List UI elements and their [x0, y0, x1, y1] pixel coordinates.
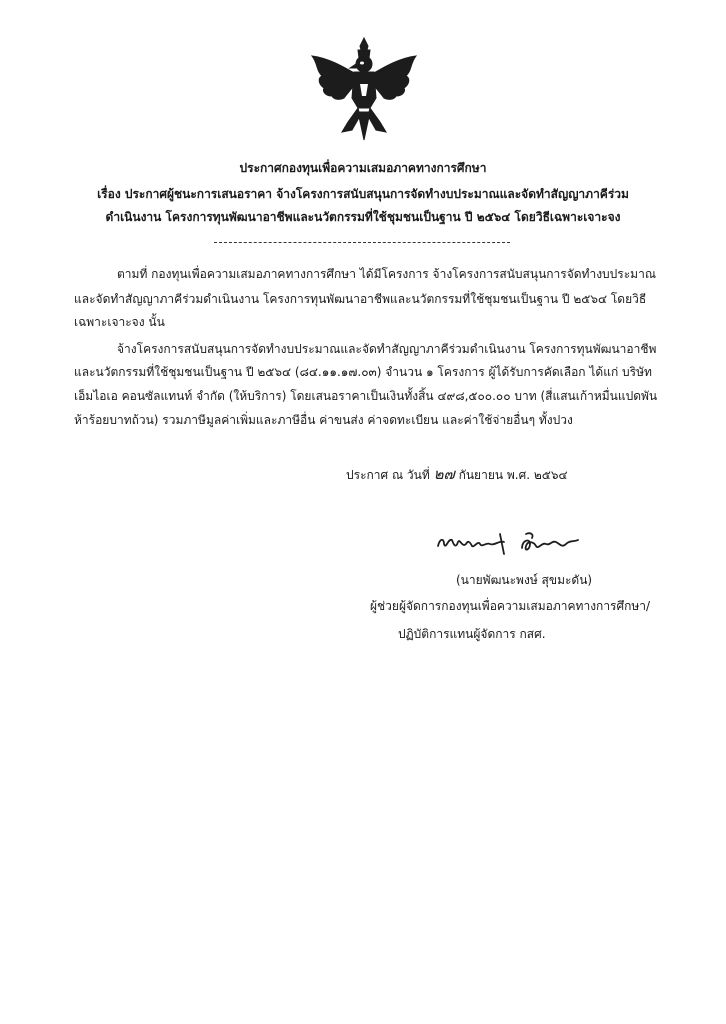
- date-suffix: กันยายน พ.ศ. ๒๕๖๔: [458, 468, 568, 482]
- handwritten-signature: [434, 528, 592, 558]
- date-prefix: ประกาศ ณ วันที่: [346, 468, 430, 482]
- announcement-heading: ประกาศกองทุนเพื่อความเสมอภาคทางการศึกษา: [239, 161, 487, 175]
- signer-name: (นายพัฒนะพงษ์ สุขมะดัน): [456, 573, 593, 587]
- paragraph-2-line-1: จ้างโครงการสนับสนุนการจัดทำงบประมาณและจัดทำสัญญาภาคีร่วมดำเนินงาน โครงการทุนพัฒนาอาชีพ: [117, 342, 657, 356]
- paragraph-1-line-2: และจัดทำสัญญาภาคีร่วมดำเนินงาน โครงการทุนพัฒนาอาชีพและนวัตกรรมที่ใช้ชุมชนเป็นฐาน ปี ๒๕๖๔ โดยวิธี: [74, 292, 647, 306]
- paragraph-2-line-2: และนวัตกรรมที่ใช้ชุมชนเป็นฐาน ปี ๒๕๖๔ (๘๔.๑๑.๑๗.๐๓) จำนวน ๑ โครงการ ผู้ได้รับการคัดเลือก ได้แก่ บริษัท: [74, 365, 652, 379]
- announcement-subject-line-2: ดำเนินงาน โครงการทุนพัฒนาอาชีพและนวัตกรรมที่ใช้ชุมชนเป็นฐาน ปี ๒๕๖๔ โดยวิธีเฉพาะเจาะจง: [105, 210, 621, 224]
- announcement-date: [346, 466, 568, 483]
- date-day-handwritten: ๒๗: [433, 465, 455, 483]
- paragraph-2-line-3: เอ็มไอเอ คอนซัลแทนท์ จำกัด (ให้บริการ) โดยเสนอราคาเป็นเงินทั้งสิ้น ๔๙๘,๕๐๐.๐๐ บาท (สี่แสนเก้าหมื่นแปดพัน: [74, 389, 658, 403]
- paragraph-1-line-1: ตามที่ กองทุนเพื่อความเสมอภาคทางการศึกษา ได้มีโครงการ จ้างโครงการสนับสนุนการจัดทำงบประมาณ: [117, 267, 656, 281]
- signer-title-line-2: ปฏิบัติการแทนผู้จัดการ กสศ.: [398, 627, 546, 641]
- announcement-subject-line-1: เรื่อง ประกาศผู้ชนะการเสนอราคา จ้างโครงการสนับสนุนการจัดทำงบประมาณและจัดทำสัญญาภาคีร่วม: [97, 187, 629, 201]
- signer-title-line-1: ผู้ช่วยผู้จัดการกองทุนเพื่อความเสมอภาคทางการศึกษา/: [370, 599, 651, 613]
- paragraph-1-line-3: เฉพาะเจาะจง นั้น: [74, 315, 165, 329]
- dashed-separator: [214, 242, 510, 243]
- paragraph-2-line-4: ห้าร้อยบาทถ้วน) รวมภาษีมูลค่าเพิ่มและภาษีอื่น ค่าขนส่ง ค่าจดทะเบียน และค่าใช้จ่ายอื่นๆ ทั้งปวง: [74, 413, 573, 427]
- garuda-emblem-icon: [306, 36, 422, 142]
